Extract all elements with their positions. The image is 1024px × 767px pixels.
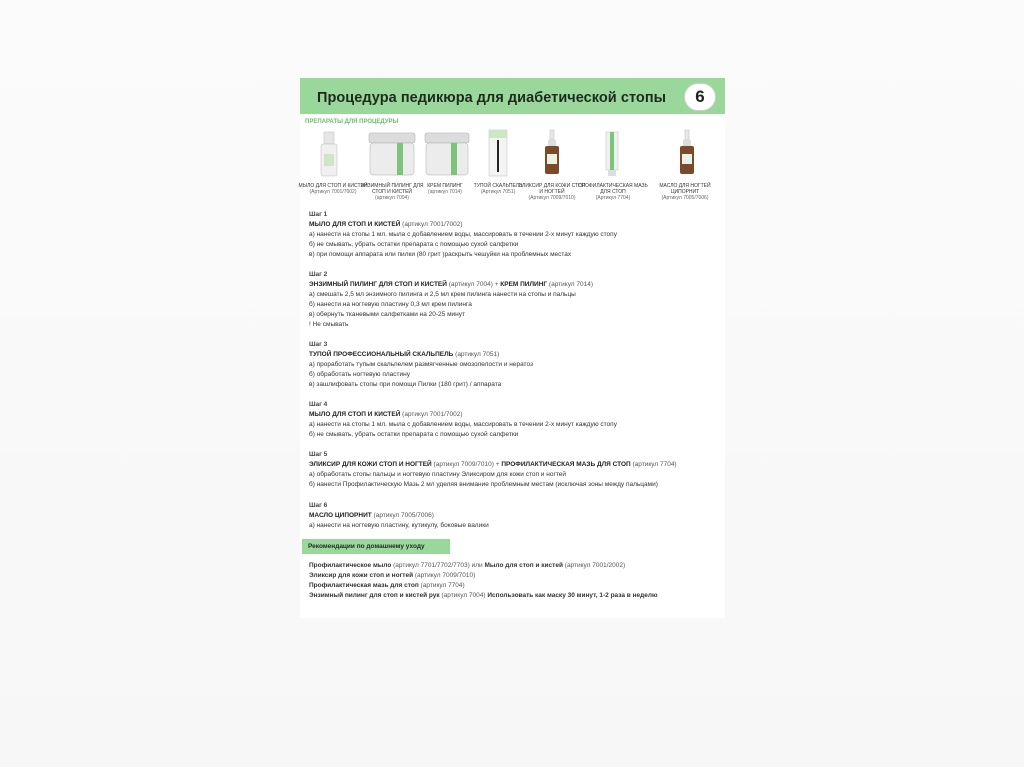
recommendation-line: Профилактическое мыло (артикул 7701/7702/7703) или Мыло для стоп и кистей (артикул 7001/2002) [309,562,626,569]
nail-oil-dropper-bottle-image [672,128,702,178]
step-title: МЫЛО ДЛЯ СТОП И КИСТЕЙ (артикул 7001/7002) [309,411,463,418]
step-line: в) обернуть тканевыми салфетками на 20-25 минут [309,311,465,318]
recommendations-list [309,561,658,601]
step-line: а) обработать стопы пальцы и ногтевую пластину Эликсиром для кожи стоп и ногтей [309,471,566,478]
step-line: а) нанести на ногтевую пластину, кутикулу, боковые валики [309,522,489,529]
step-title: ЭЛИКСИР ДЛЯ КОЖИ СТОП И НОГТЕЙ (артикул 7009/7010) + ПРОФИЛАКТИЧЕСКАЯ МАЗЬ ДЛЯ СТОП (артикул 7704) [309,461,677,468]
enzyme-peeling-jar-image [367,131,417,177]
step-line: б) нанести Профилактическую Мазь 2 мл уделяя внимание проблемным местам (исключая зоны между пальцами) [309,481,658,488]
step-line: ! Не смывать [309,321,349,328]
product-label: МЫЛО ДЛЯ СТОП И КИСТЕЙ (Артикул 7001/7002) [298,183,368,195]
step-block: Шаг 6 МАСЛО ЦИПОРНИТ (артикул 7005/7006) а) нанести на ногтевую пластину, кутикулу, боковые валики [309,502,489,529]
product-label: ЭЛИКСИР ДЛЯ КОЖИ СТОП И НОГТЕЙ (Артикул 7009/7010) [518,183,586,201]
recommendation-line: Профилактическая мазь для стоп (артикул 7704) [309,582,465,589]
step-title: МЫЛО ДЛЯ СТОП И КИСТЕЙ (артикул 7001/7002) [309,221,463,228]
product-label: ЭНЗИМНЫЙ ПИЛИНГ ДЛЯ СТОП И КИСТЕЙ (артикул 7004) [360,183,424,201]
products-section-label: ПРЕПАРАТЫ ДЛЯ ПРОЦЕДУРЫ [305,119,399,125]
step-line: а) смешать 2,5 мл энзимного пилинга и 2,5 мл крем пилинга нанести на стопы и пальцы [309,291,576,298]
step-line: в) зашлифовать стопы при помощи Пилки (180 грит) / аппарата [309,381,502,388]
step-line: б) не смывать, убрать остатки препарата с помощью сухой салфетки [309,241,519,248]
page-title: Процедура педикюра для диабетической стопы [317,90,667,106]
step-line: а) проработать тупым скальпелем размягченные омозолелости и нератоз [309,361,533,368]
step-line: б) не смывать, убрать остатки препарата с помощью сухой салфетки [309,431,519,438]
product-label: ТУПОЙ СКАЛЬПЕЛЬ (Артикул 7051) [473,183,523,195]
product-label: КРЕМ ПИЛИНГ (артикул 7014) [427,183,463,195]
step-block: Шаг 4 МЫЛО ДЛЯ СТОП И КИСТЕЙ (артикул 7001/7002) а) нанести на стопы 1 мл. мыла с добавлением воды, массировать в течении 2-х минут каждую стопу б) не смывать, убрать остатки препарата с помощью сухой салфетки [309,401,617,438]
scalpel-package-image [483,128,513,178]
step-line: б) нанести на ногтевую пластину 0,3 мл крем пилинга [309,301,472,308]
step-block: Шаг 2 ЭНЗИМНЫЙ ПИЛИНГ ДЛЯ СТОП И КИСТЕЙ (артикул 7004) + КРЕМ ПИЛИНГ (артикул 7014) а) смешать 2,5 мл энзимного пилинга и 2,5 мл крем пилинга нанести на стопы и пальцы б) нанести на ногтевую пластину 0,3 мл крем пилинга в) обернуть тканевыми салфетками на 20-25 минут ! Не смывать [309,271,594,328]
recommendations-heading: Рекомендации по домашнему уходу [302,539,450,554]
elixir-dropper-bottle-image [537,128,567,178]
cream-peeling-jar-image [423,131,471,177]
step-line: б) обработать ногтевую пластину [309,371,410,378]
step-title: МАСЛО ЦИПОРНИТ (артикул 7005/7006) [309,512,434,519]
step-line: в) при помощи аппарата или пилки (80 грит )раскрыть чешуйки на проблемных местах [309,251,572,258]
ointment-tube-image [598,128,628,178]
step-line: а) нанести на стопы 1 мл. мыла с добавлением воды, массировать в течении 2-х минут каждую стопу [309,421,617,428]
step-block: Шаг 3 ТУПОЙ ПРОФЕССИОНАЛЬНЫЙ СКАЛЬПЕЛЬ (артикул 7051) а) проработать тупым скальпелем размягченные омозолелости и нератоз б) обработать ногтевую пластину в) зашлифовать стопы при помощи Пилки (180 грит) / аппарата [309,341,533,388]
page-number-badge: 6 [684,83,716,111]
step-line: а) нанести на стопы 1 мл. мыла с добавлением воды, массировать в течении 2-х минут каждую стопу [309,231,617,238]
recommendation-line: Энзимный пилинг для стоп и кистей рук (артикул 7004) Использовать как маску 30 минут, 1-2 раза в неделю [309,592,658,599]
step-block: Шаг 5 ЭЛИКСИР ДЛЯ КОЖИ СТОП И НОГТЕЙ (артикул 7009/7010) + ПРОФИЛАКТИЧЕСКАЯ МАЗЬ ДЛЯ СТОП (артикул 7704) а) обработать стопы пальцы и ногтевую пластину Эликсиром для кожи стоп и ногтей б) нанести Профилактическую Мазь 2 мл уделяя внимание проблемным местам (исключая зоны между пальцами) [309,451,677,488]
step-title: ЭНЗИМНЫЙ ПИЛИНГ ДЛЯ СТОП И КИСТЕЙ (артикул 7004) + КРЕМ ПИЛИНГ (артикул 7014) [309,281,594,288]
recommendation-line: Эликсир для кожи стоп и ногтей (артикул 7009/7010) [309,572,476,579]
step-title: ТУПОЙ ПРОФЕССИОНАЛЬНЫЙ СКАЛЬПЕЛЬ (артикул 7051) [309,351,500,358]
product-label: МАСЛО ДЛЯ НОГТЕЙ ЦИПОРНИТ (Артикул 7005/7006) [659,183,711,201]
soap-bottle-image [313,130,353,178]
step-block: Шаг 1 МЫЛО ДЛЯ СТОП И КИСТЕЙ (артикул 7001/7002) а) нанести на стопы 1 мл. мыла с добавлением воды, массировать в течении 2-х минут каждую стопу б) не смывать, убрать остатки препарата с помощью сухой салфетки в) при помощи аппарата или пилки (80 грит )раскрыть чешуйки на проблемных местах [309,211,617,258]
product-label: ПРОФИЛАКТИЧЕСКАЯ МАЗЬ ДЛЯ СТОП (Артикул 7704) [578,183,648,201]
